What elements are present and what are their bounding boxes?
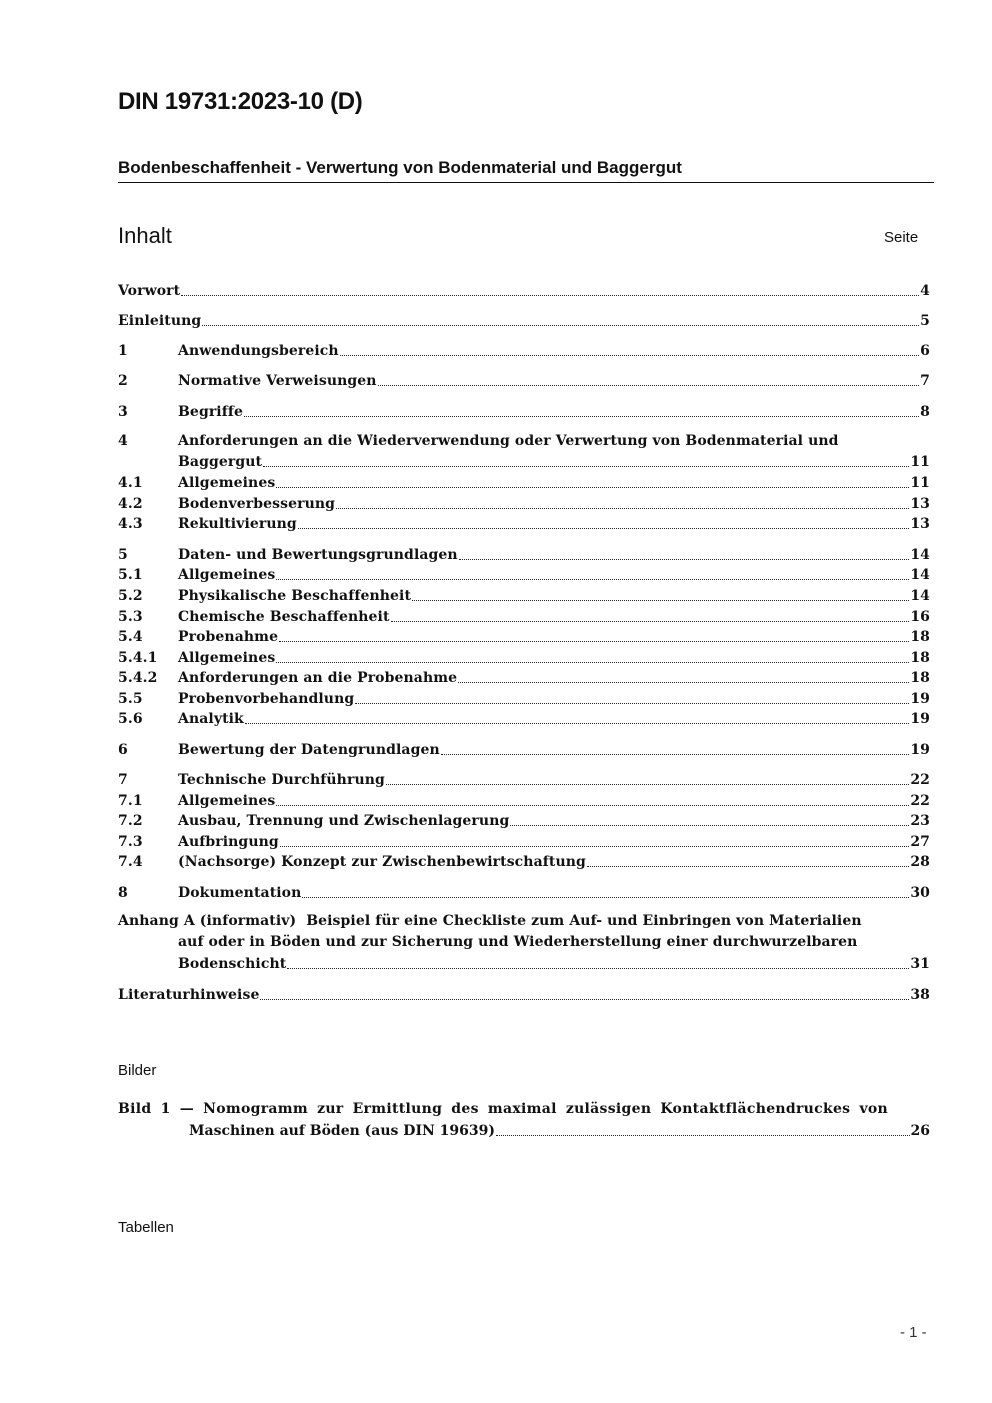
- toc-leader: [181, 295, 919, 296]
- toc-title: Rekultivierung: [178, 516, 297, 532]
- toc-leader: [510, 825, 909, 826]
- toc-entry-7-4[interactable]: [118, 851, 930, 871]
- toc-leader: [336, 508, 909, 509]
- toc-title: Bewertung der Datengrundlagen: [178, 742, 440, 758]
- toc-page: 7: [920, 373, 930, 389]
- toc-title: Probenahme: [178, 629, 279, 645]
- toc-number: 4: [118, 433, 128, 449]
- toc-page: 18: [910, 629, 930, 645]
- toc-leader: [441, 754, 910, 755]
- toc-entry-5-4-1[interactable]: [118, 647, 930, 667]
- toc-entry-einleitung[interactable]: [118, 310, 930, 330]
- toc-page: 27: [910, 834, 930, 850]
- toc-page: 31: [910, 956, 930, 972]
- toc-number: 5.4: [118, 629, 143, 645]
- page-column-label: Seite: [884, 229, 919, 246]
- document-id: DIN 19731:2023-10 (D): [118, 88, 363, 115]
- toc-title: Daten- und Bewertungsgrundlagen: [178, 547, 458, 563]
- toc-entry-4-2[interactable]: [118, 493, 930, 513]
- document-subtitle: Bodenbeschaffenheit - Verwertung von Bodenmaterial und Baggergut: [118, 158, 682, 177]
- toc-title: Bodenverbesserung: [178, 496, 336, 512]
- toc-leader: [355, 703, 909, 704]
- toc-title: Begriffe: [178, 404, 243, 420]
- toc-leader: [276, 805, 909, 806]
- toc-entry-4-1[interactable]: [118, 472, 930, 492]
- toc-title: Allgemeines: [178, 793, 276, 809]
- toc-number: 6: [118, 742, 128, 758]
- toc-title: Baggergut: [178, 454, 263, 470]
- toc-leader: [302, 897, 909, 898]
- toc-title: Ausbau, Trennung und Zwischenlagerung: [178, 813, 510, 829]
- toc-title: Anforderungen an die Probenahme: [178, 670, 458, 686]
- toc-number: 7.4: [118, 854, 143, 870]
- toc-page: 23: [910, 813, 930, 829]
- toc-entry-4-line1[interactable]: [118, 432, 839, 450]
- toc-page: 38: [910, 987, 930, 1003]
- toc-entry-anhang-a-line1[interactable]: Anhang A (informativ) Beispiel für eine Checkliste zum Auf- und Einbringen von Materialien: [118, 913, 862, 929]
- toc-leader: [245, 723, 909, 724]
- toc-entry-vorwort[interactable]: [118, 280, 930, 300]
- toc-page: 14: [910, 547, 930, 563]
- toc-leader: [287, 968, 909, 969]
- toc-number: 4.2: [118, 496, 143, 512]
- figure-entry-1[interactable]: [189, 1120, 930, 1140]
- toc-heading: Inhalt: [118, 223, 172, 248]
- toc-entry-5-4-2[interactable]: [118, 667, 930, 687]
- toc-leader: [412, 600, 909, 601]
- toc-title: Chemische Beschaffenheit: [178, 609, 390, 625]
- tables-heading: Tabellen: [118, 1219, 174, 1236]
- toc-title: Anwendungsbereich: [178, 343, 339, 359]
- figure-page: 26: [910, 1123, 930, 1139]
- toc-title: (Nachsorge) Konzept zur Zwischenbewirtschaftung: [178, 854, 586, 870]
- toc-number: 5.3: [118, 609, 143, 625]
- toc-leader: [260, 999, 909, 1000]
- toc-number: 5.2: [118, 588, 143, 604]
- figure-entry-1-line1[interactable]: Bild 1 — Nomogramm zur Ermittlung des maximal zulässigen Kontaktflächendruckes von: [118, 1101, 888, 1117]
- toc-page: 13: [910, 516, 930, 532]
- toc-number: 7.1: [118, 793, 143, 809]
- toc-leader: [276, 579, 909, 580]
- toc-page: 11: [910, 475, 930, 491]
- toc-number: 7: [118, 772, 128, 788]
- toc-page: 11: [910, 454, 930, 470]
- toc-entry-2[interactable]: [118, 370, 930, 390]
- toc-page: 28: [910, 854, 930, 870]
- toc-page: 6: [920, 343, 930, 359]
- toc-page: 4: [920, 283, 930, 299]
- toc-entry-4[interactable]: [118, 451, 930, 471]
- toc-number: 1: [118, 343, 128, 359]
- toc-entry-5-1[interactable]: [118, 564, 930, 584]
- toc-entry-7-1[interactable]: [118, 790, 930, 810]
- toc-leader: [496, 1135, 910, 1136]
- toc-page: 19: [910, 742, 930, 758]
- toc-entry-7-2[interactable]: [118, 810, 930, 830]
- toc-title-line: Anforderungen an die Wiederverwendung oder Verwertung von Bodenmaterial und: [178, 433, 839, 449]
- toc-number: 8: [118, 885, 128, 901]
- toc-entry-anhang-a[interactable]: [118, 953, 930, 973]
- toc-leader: [459, 559, 910, 560]
- figures-heading: Bilder: [118, 1062, 157, 1079]
- toc-entry-1[interactable]: [118, 340, 930, 360]
- toc-leader: [378, 385, 920, 386]
- toc-title: Analytik: [178, 711, 244, 727]
- toc-page: 14: [910, 567, 930, 583]
- toc-title: Bodenschicht: [178, 956, 287, 972]
- toc-entry-7[interactable]: [118, 769, 930, 789]
- toc-leader: [386, 784, 909, 785]
- toc-leader: [587, 866, 909, 867]
- toc-page: 16: [910, 609, 930, 625]
- toc-page: 14: [910, 588, 930, 604]
- toc-number: 3: [118, 404, 128, 420]
- toc-title: Technische Durchführung: [178, 772, 385, 788]
- toc-number: 5: [118, 547, 128, 563]
- toc-number: 7.2: [118, 813, 143, 829]
- subtitle-rule: [118, 182, 934, 183]
- toc-title: Aufbringung: [178, 834, 279, 850]
- toc-title: Einleitung: [118, 313, 202, 329]
- toc-leader: [276, 487, 909, 488]
- toc-number: 5.4.2: [118, 670, 158, 686]
- toc-page: 19: [910, 691, 930, 707]
- toc-title: Allgemeines: [178, 567, 276, 583]
- toc-entry-5-3[interactable]: [118, 606, 930, 626]
- toc-title: Dokumentation: [178, 885, 302, 901]
- toc-page: 30: [910, 885, 930, 901]
- toc-title: Probenvorbehandlung: [178, 691, 355, 707]
- toc-entry-literaturhinweise[interactable]: [118, 984, 930, 1004]
- toc-leader: [279, 641, 909, 642]
- toc-leader: [298, 528, 910, 529]
- toc-entry-5-2[interactable]: [118, 585, 930, 605]
- page-number: - 1 -: [900, 1324, 927, 1341]
- toc-page: 22: [910, 793, 930, 809]
- toc-page: 18: [910, 650, 930, 666]
- toc-title: Literaturhinweise: [118, 987, 260, 1003]
- toc-number: 7.3: [118, 834, 143, 850]
- toc-title: Allgemeines: [178, 650, 276, 666]
- toc-number: 4.1: [118, 475, 143, 491]
- toc-page: 5: [920, 313, 930, 329]
- toc-number: 5.5: [118, 691, 143, 707]
- toc-entry-5-5[interactable]: [118, 688, 930, 708]
- toc-leader: [244, 416, 919, 417]
- toc-title: Physikalische Beschaffenheit: [178, 588, 412, 604]
- toc-title: Allgemeines: [178, 475, 276, 491]
- toc-entry-7-3[interactable]: [118, 831, 930, 851]
- toc-entry-4-3[interactable]: [118, 513, 930, 533]
- toc-number: 5.1: [118, 567, 143, 583]
- figure-title: Maschinen auf Böden (aus DIN 19639): [189, 1123, 495, 1139]
- toc-page: 19: [910, 711, 930, 727]
- toc-number: 4.3: [118, 516, 143, 532]
- toc-leader: [263, 466, 909, 467]
- toc-entry-anhang-a-line2: auf oder in Böden und zur Sicherung und Wiederherstellung einer durchwurzelbaren: [178, 934, 858, 950]
- toc-page: 8: [920, 404, 930, 420]
- toc-entry-3[interactable]: [118, 401, 930, 421]
- toc-leader: [391, 621, 910, 622]
- toc-title: Normative Verweisungen: [178, 373, 377, 389]
- toc-entry-5-4[interactable]: [118, 626, 930, 646]
- toc-entry-6[interactable]: [118, 739, 930, 759]
- toc-page: 13: [910, 496, 930, 512]
- toc-number: 5.4.1: [118, 650, 158, 666]
- toc-entry-8[interactable]: [118, 882, 930, 902]
- toc-title: Vorwort: [118, 283, 181, 299]
- toc-leader: [458, 682, 909, 683]
- toc-entry-5-6[interactable]: [118, 708, 930, 728]
- toc-leader: [280, 846, 910, 847]
- toc-leader: [340, 355, 919, 356]
- toc-number: 5.6: [118, 711, 143, 727]
- toc-page: 22: [910, 772, 930, 788]
- toc-leader: [276, 662, 909, 663]
- toc-page: 18: [910, 670, 930, 686]
- toc-entry-5[interactable]: [118, 544, 930, 564]
- toc-number: 2: [118, 373, 128, 389]
- toc-leader: [202, 325, 919, 326]
